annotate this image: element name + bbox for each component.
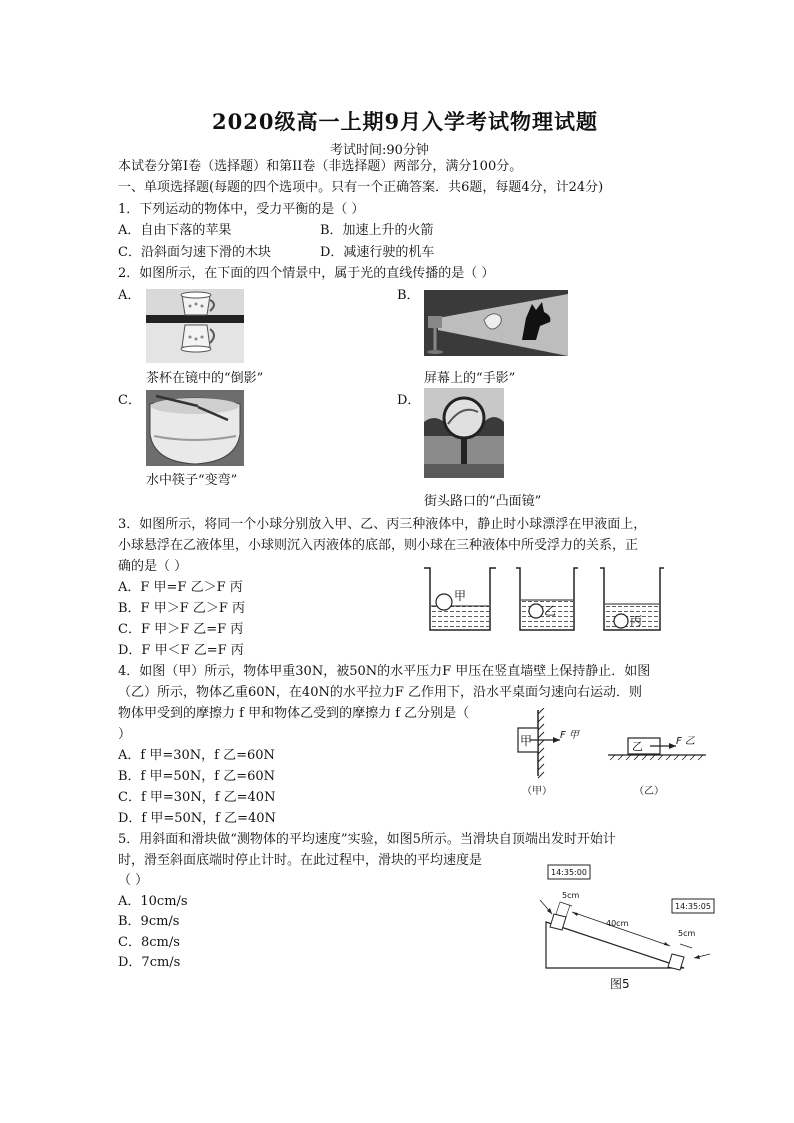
beaker-bing — [600, 568, 664, 630]
caption-yi: （乙） — [634, 786, 664, 797]
q2-option-c-letter: C． — [118, 393, 141, 408]
q5-option-d: D．7cm/s — [118, 955, 181, 970]
q5-option-b: B．9cm/s — [118, 914, 180, 929]
incline-slope — [546, 922, 684, 968]
q1-option-d: D．减速行驶的机车 — [320, 245, 435, 260]
block-jia: 甲 — [520, 734, 533, 748]
q2-caption-c: 水中筷子“变弯” — [146, 473, 238, 488]
chopsticks-water-photo — [146, 390, 244, 466]
q3-stem-line1: 3．如图所示，将同一个小球分别放入甲、乙、丙三种液体中，静止时小球漂浮在甲液面上， — [118, 517, 647, 532]
wall-setup-jia — [518, 708, 580, 797]
q3-option-c: C．F 甲＞F 乙=F 丙 — [118, 622, 244, 637]
beaker-label-jia: 甲 — [454, 589, 467, 603]
q2-stem: 2．如图所示，在下面的四个情景中，属于光的直线传播的是（ ） — [118, 266, 495, 281]
q2-caption-b: 屏幕上的“手影” — [424, 371, 516, 386]
q5-stem-line3: （ ） — [118, 873, 149, 888]
start-clock-time: 14:35:00 — [551, 868, 587, 877]
q3-option-a: A．F 甲=F 乙＞F 丙 — [118, 580, 243, 595]
q3-option-b: B．F 甲＞F 乙＞F 丙 — [118, 601, 246, 616]
q4-stem-line3: 物体甲受到的摩擦力 f 甲和物体乙受到的摩擦力 f 乙分别是（ — [118, 706, 470, 721]
beaker-jia — [424, 568, 496, 630]
q4-option-c: C．f 甲=30N，f 乙=40N — [118, 790, 276, 805]
figure-caption: 图5 — [610, 977, 630, 991]
q4-option-d: D．f 甲=50N，f 乙=40N — [118, 811, 276, 826]
page-title: 2020级高一上期9月入学考试物理试题 — [212, 109, 599, 134]
end-clock-time: 14:35:05 — [675, 902, 711, 911]
q3-option-d: D．F 甲＜F 乙=F 丙 — [118, 643, 244, 658]
beaker-label-yi: 乙 — [544, 604, 557, 618]
q5-option-c: C．8cm/s — [118, 935, 180, 950]
caption-jia: （甲） — [522, 786, 552, 797]
q2-caption-a: 茶杯在镜中的“倒影” — [146, 371, 264, 386]
len-track: 40cm — [606, 919, 629, 928]
len-top: 5cm — [562, 891, 580, 900]
q1-stem: 1．下列运动的物体中，受力平衡的是（ ） — [118, 202, 365, 217]
q2-option-a-letter: A． — [118, 288, 141, 303]
section-heading: 一、单项选择题(每题的四个选项中。只有一个正确答案．共6题，每题4分，计24分) — [118, 180, 604, 195]
beakers-figure — [420, 564, 678, 634]
beaker-label-bing: 丙 — [630, 614, 643, 628]
q4-option-a: A．f 甲=30N，f 乙=60N — [118, 748, 275, 763]
q2-option-b-letter: B． — [397, 288, 420, 303]
force-jia: F 甲 — [560, 730, 579, 741]
incline-figure — [534, 862, 726, 994]
q3-stem-line3: 确的是（ ） — [118, 559, 188, 574]
q5-stem-line1: 5．用斜面和滑块做“测物体的平均速度”实验，如图5所示。当滑块自顶端出发时开始计 — [118, 832, 616, 847]
convex-mirror-photo — [424, 388, 504, 478]
q4-stem-line2: （乙）所示，物体乙重60N，在40N的水平拉力F 乙作用下，沿水平桌面匀速向右运动．则 — [118, 685, 642, 700]
q2-caption-d: 街头路口的“凸面镜” — [424, 494, 542, 509]
q5-stem-line2: 时，滑至斜面底端时停止计时。在此过程中，滑块的平均速度是 — [118, 853, 483, 868]
q2-option-d-letter: D． — [397, 393, 421, 408]
q3-stem-line2: 小球悬浮在乙液体里，小球则沉入丙液体的底部，则小球在三种液体中所受浮力的关系，正 — [118, 538, 639, 553]
beaker-yi — [516, 568, 578, 630]
q1-option-a: A．自由下落的苹果 — [118, 223, 232, 238]
q4-stem-line4: ） — [118, 727, 132, 742]
q5-option-a: A．10cm/s — [118, 894, 188, 909]
force-yi: F 乙 — [676, 736, 695, 747]
len-bottom: 5cm — [678, 929, 696, 938]
block-yi: 乙 — [632, 740, 643, 753]
q4-stem-line1: 4．如图（甲）所示，物体甲重30N，被50N的水平压力F 甲压在竖直墙壁上保持静止．如图 — [118, 664, 651, 679]
q1-option-c: C．沿斜面匀速下滑的木块 — [118, 245, 271, 260]
friction-figure — [510, 708, 718, 798]
intro-text: 本试卷分第Ⅰ卷（选择题）和第II卷（非选择题）两部分，满分100分。 — [118, 159, 523, 174]
teacup-reflection-photo — [146, 289, 244, 363]
table-setup-yi — [608, 736, 706, 797]
q4-option-b: B．f 甲=50N，f 乙=60N — [118, 769, 276, 784]
hand-shadow-photo — [424, 290, 568, 356]
exam-time: 考试时间:90分钟 — [330, 143, 429, 158]
q1-option-b: B．加速上升的火箭 — [320, 223, 434, 238]
